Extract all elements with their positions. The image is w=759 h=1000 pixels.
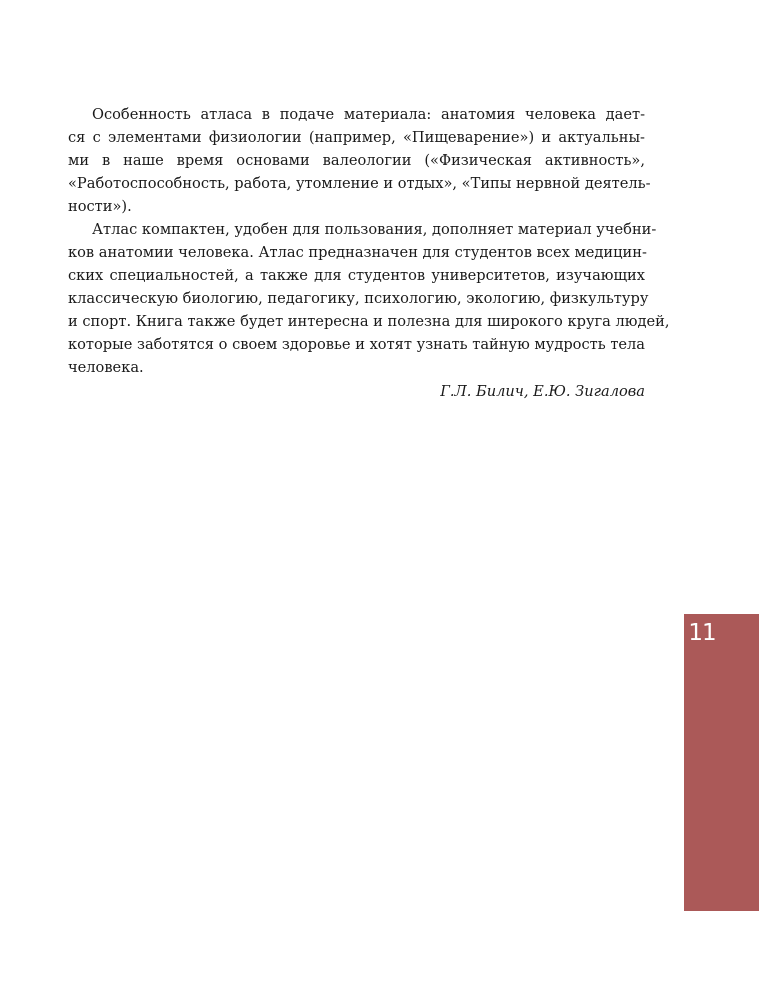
text-line: ских специальностей, а также для студентов университетов, изучающих: [68, 267, 645, 284]
text-line: классическую биологию, педагогику, психологию, экологию, физкультуру: [68, 290, 649, 307]
text-line: человека.: [68, 359, 144, 376]
text-line: Особенность атласа в подаче материала: анатомия человека дает-: [92, 106, 645, 123]
paragraph-2: [68, 218, 670, 379]
author-signature: Г.Л. Билич, Е.Ю. Зигалова: [440, 383, 645, 400]
text-line: ся с элементами физиологии (например, «Пищеварение») и актуальны-: [68, 129, 645, 146]
page-number-tab: [684, 614, 759, 911]
text-line: ности»).: [68, 198, 132, 215]
body-text: [68, 103, 670, 403]
page-number: 11: [688, 620, 716, 646]
text-line: ми в наше время основами валеологии («Физическая активность»,: [68, 152, 645, 169]
paragraph-1: [68, 103, 651, 218]
text-line: которые заботятся о своем здоровье и хотят узнать тайную мудрость тела: [68, 336, 645, 353]
text-line: Атлас компактен, удобен для пользования, дополняет материал учебни-: [92, 221, 657, 238]
text-line: и спорт. Книга также будет интересна и полезна для широкого круга людей,: [68, 313, 670, 330]
text-line: «Работоспособность, работа, утомление и отдых», «Типы нервной деятель-: [68, 175, 651, 192]
text-line: ков анатомии человека. Атлас предназначен для студентов всех медицин-: [68, 244, 647, 261]
